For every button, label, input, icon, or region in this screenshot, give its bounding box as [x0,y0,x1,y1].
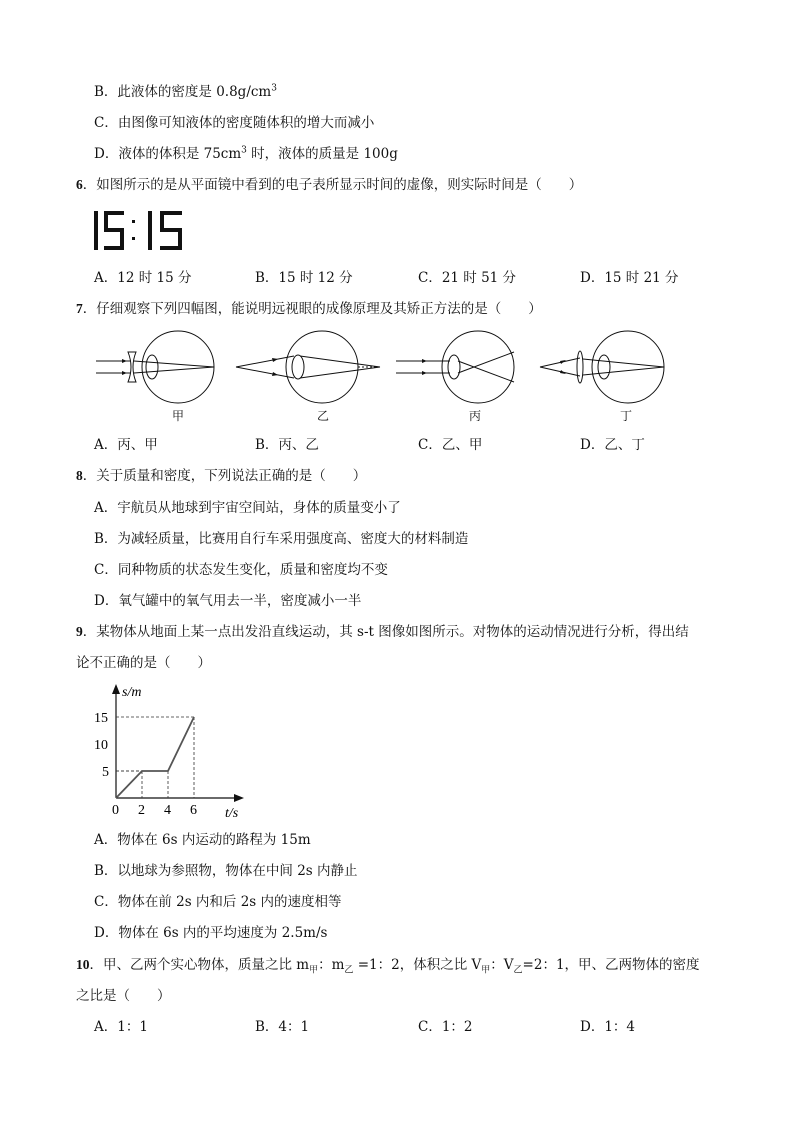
q10-stem-line2: 之比是（ ） [76,988,171,1004]
q7-option-c: C．乙、甲 [418,437,483,453]
q9-option-c: C．物体在前 2s 内和后 2s 内的速度相等 [94,894,342,910]
q8-option-d: D．氧气罐中的氧气用去一半，密度减小一半 [94,593,362,609]
y-tick-label: 10 [94,738,108,753]
x-axis-arrow [234,794,244,802]
st-graph-chart [80,680,260,825]
q8-option-c: C．同种物质的状态发生变化，质量和密度均不变 [94,562,388,578]
q9-option-b: B．以地球为参照物，物体在中间 2s 内静止 [94,863,358,879]
q6-option-c: C．21 时 51 分 [418,270,517,286]
q8-option-a: A．宇航员从地球到宇宙空间站，身体的质量变小了 [94,500,401,516]
q6-stem: 6．如图所示的是从平面镜中看到的电子表所显示时间的虚像，则实际时间是（ ） [76,177,583,193]
q5-option-c: C．由图像可知液体的密度随体积的增大而减小 [94,115,375,131]
figure-label-ding: 丁 [620,409,633,423]
figure-label-yi: 乙 [317,409,330,423]
figure-label-jia: 甲 [172,409,185,423]
q7-option-b: B．丙、乙 [255,437,319,453]
q7-option-a: A．丙、甲 [94,437,158,453]
y-axis-label: s/m [122,685,142,700]
q10-option-a: A．1：1 [94,1019,148,1035]
q6-option-a: A．12 时 15 分 [94,270,192,286]
y-tick-label: 15 [94,711,108,726]
q7-stem: 7．仔细观察下列四幅图，能说明远视眼的成像原理及其矫正方法的是（ ） [76,301,542,317]
q10-option-d: D．1：4 [580,1019,636,1035]
q10-option-c: C．1：2 [418,1019,473,1035]
y-axis-arrow [112,684,120,694]
q8-option-b: B．为减轻质量，比赛用自行车采用强度高、密度大的材料制造 [94,531,469,547]
x-axis-label: t/s [225,806,239,821]
q9-option-d: D．物体在 6s 内的平均速度为 2.5m/s [94,925,328,941]
eye-diagram-yi [234,328,384,406]
st-series-line [116,717,194,798]
eye-diagram-ding [538,328,668,406]
q9-stem-line2: 论不正确的是（ ） [76,655,211,671]
x-tick-label: 0 [112,803,119,818]
x-tick-label: 2 [138,803,145,818]
q6-option-d: D．15 时 21 分 [580,270,679,286]
eye-diagram-jia [94,328,218,406]
q9-stem-line1: 9．某物体从地面上某一点出发沿直线运动，其 s-t 图像如图所示。对物体的运动情况进行分析，得出结 [76,624,689,640]
clock-reading-label: 12: 15 [292,228,295,229]
q9-option-a: A．物体在 6s 内运动的路程为 15m [94,832,311,848]
q5-option-b: B．此液体的密度是 $0.8g/cm^3$ [94,83,277,100]
q10-stem-line1: 10．甲、乙两个实心物体，质量之比 $m_甲$：$m_乙 =1$：2，体积之比 $V_甲$：$V_乙=2$：1，甲、乙两物体的密度 [76,957,700,976]
figure-label-bing: 丙 [469,409,482,423]
x-tick-label: 4 [164,803,171,818]
eye-diagram-bing [394,328,518,406]
q7-option-d: D．乙、丁 [580,437,645,453]
q10-option-b: B．4：1 [255,1019,310,1035]
mirror-clock-figure [92,208,295,253]
y-tick-label: 5 [102,765,109,780]
q5-option-d: D．液体的体积是 $75cm^3$ 时，液体的质量是 100g [94,145,398,162]
q8-stem: 8．关于质量和密度，下列说法正确的是（ ） [76,468,367,484]
x-tick-label: 6 [190,803,197,818]
q6-option-b: B．15 时 12 分 [255,270,353,286]
